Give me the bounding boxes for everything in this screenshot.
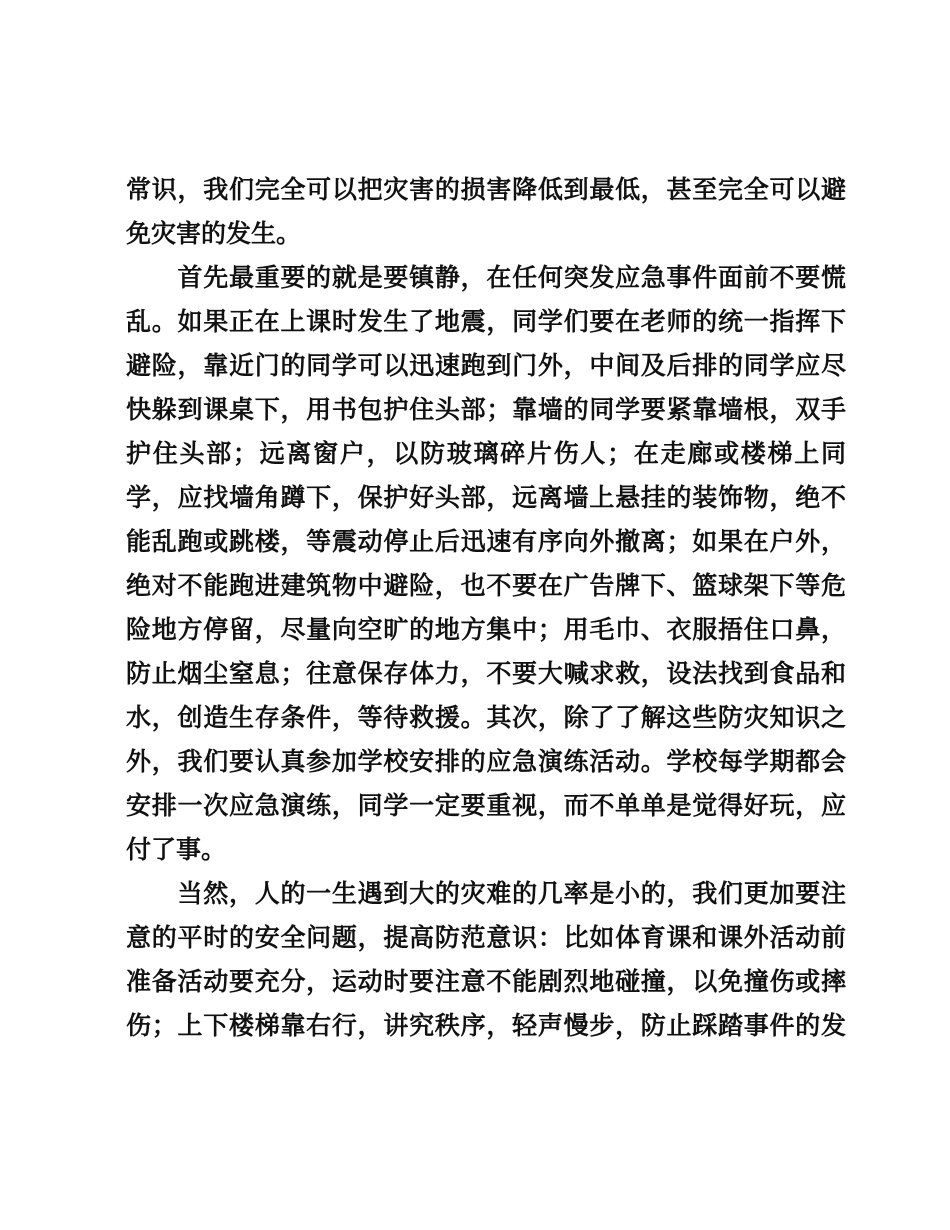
text-line: 防止烟尘窒息；往意保存体力，不要大喊求救，设法找到食品和 — [126, 659, 846, 688]
text-line: 意的平时的安全问题，提高防范意识：比如体育课和课外活动前 — [126, 923, 846, 952]
text-line: 外，我们要认真参加学校安排的应急演练活动。学校每学期都会 — [126, 747, 846, 776]
text-line: 免灾害的发生。 — [126, 219, 302, 248]
text-line: 快躲到课桌下，用书包护住头部；靠墙的同学要紧靠墙根，双手 — [126, 395, 846, 424]
text-line: 绝对不能跑进建筑物中避险，也不要在广告牌下、篮球架下等危 — [126, 571, 846, 600]
text-line: 乱。如果正在上课时发生了地震，同学们要在老师的统一指挥下 — [126, 307, 846, 336]
text-line: 避险，靠近门的同学可以迅速跑到门外，中间及后排的同学应尽 — [126, 351, 846, 380]
text-line: 伤；上下楼梯靠右行，讲究秩序，轻声慢步，防止踩踏事件的发 — [126, 1011, 846, 1040]
text-line: 学，应找墙角蹲下，保护好头部，远离墙上悬挂的装饰物，绝不 — [126, 483, 846, 512]
text-line: 水，创造生存条件，等待救援。其次，除了了解这些防灾知识之 — [126, 703, 846, 732]
text-line: 常识，我们完全可以把灾害的损害降低到最低，甚至完全可以避 — [126, 175, 846, 204]
text-line: 安排一次应急演练，同学一定要重视，而不单单是觉得好玩，应 — [126, 791, 846, 820]
text-line: 首先最重要的就是要镇静，在任何突发应急事件面前不要慌 — [126, 263, 846, 292]
text-line: 能乱跑或跳楼，等震动停止后迅速有序向外撤离；如果在户外， — [126, 527, 846, 556]
body-text — [126, 168, 846, 1048]
text-line: 当然，人的一生遇到大的灾难的几率是小的，我们更加要注 — [126, 879, 846, 908]
text-line: 险地方停留，尽量向空旷的地方集中；用毛巾、衣服捂住口鼻， — [126, 615, 846, 644]
text-line: 准备活动要充分，运动时要注意不能剧烈地碰撞，以免撞伤或摔 — [126, 967, 846, 996]
text-line: 护住头部；远离窗户，以防玻璃碎片伤人；在走廊或楼梯上同 — [126, 439, 846, 468]
text-line: 付了事。 — [126, 835, 227, 864]
